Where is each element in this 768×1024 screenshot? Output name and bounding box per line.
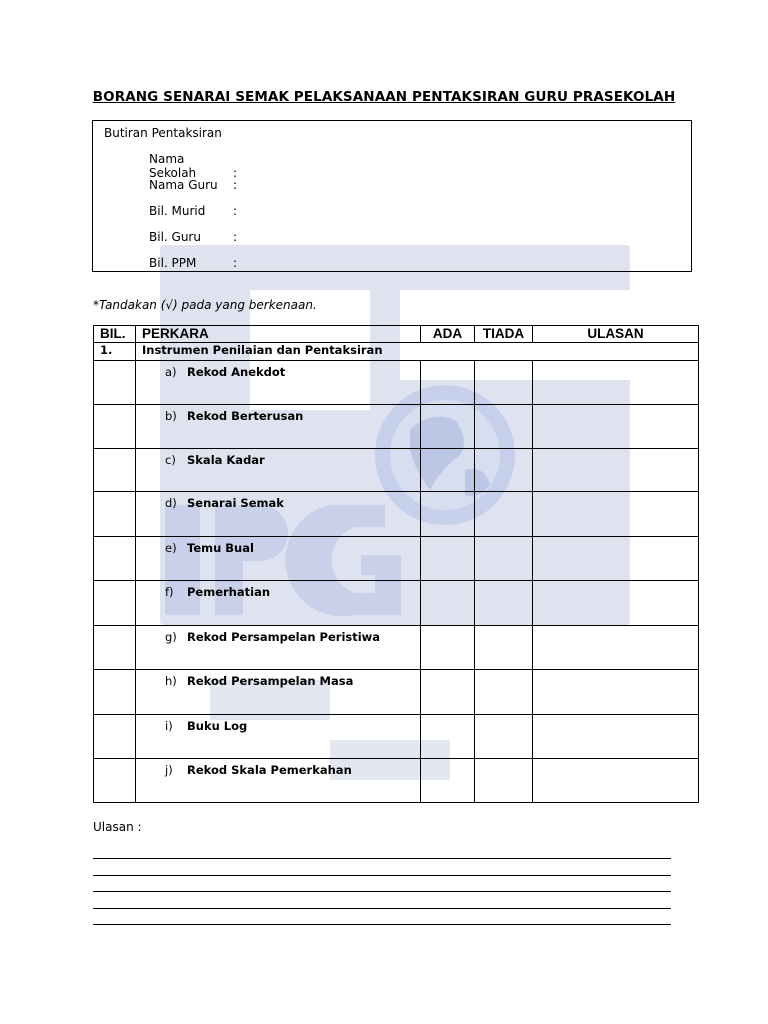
item-label: Rekod Persampelan Peristiwa [187, 630, 381, 644]
item-bil-cell [94, 537, 136, 581]
item-letter: i) [165, 719, 173, 733]
header-ulasan: ULASAN [533, 326, 699, 343]
checklist-item-row [94, 759, 699, 803]
item-label: Senarai Semak [187, 496, 284, 510]
ulasan-input-cell[interactable] [533, 581, 699, 626]
item-label: Pemerhatian [187, 585, 271, 599]
item-label: Rekod Skala Pemerkahan [187, 763, 352, 777]
field-separator: : [233, 230, 238, 244]
item-label: Rekod Berterusan [187, 409, 304, 423]
section-title: Instrumen Penilaian dan Pentaksiran [136, 343, 699, 361]
details-heading: Butiran Pentaksiran [104, 126, 222, 140]
ada-checkbox-cell[interactable] [421, 670, 475, 715]
item-label-cell [136, 670, 421, 715]
field-school-name[interactable] [149, 152, 237, 180]
tiada-checkbox-cell[interactable] [475, 715, 533, 759]
tiada-checkbox-cell[interactable] [475, 626, 533, 670]
field-label: Bil. PPM [149, 256, 197, 270]
item-label: Rekod Persampelan Masa [187, 674, 354, 688]
field-separator: : [233, 256, 238, 270]
ada-checkbox-cell[interactable] [421, 537, 475, 581]
item-bil-cell [94, 492, 136, 537]
ulasan-input-cell[interactable] [533, 715, 699, 759]
ada-checkbox-cell[interactable] [421, 449, 475, 492]
tiada-checkbox-cell[interactable] [475, 361, 533, 405]
item-bil-cell [94, 759, 136, 803]
item-letter: c) [165, 453, 176, 467]
ulasan-input-cell[interactable] [533, 449, 699, 492]
remarks-line[interactable] [93, 891, 671, 892]
checklist-item-row [94, 715, 699, 759]
header-perkara: PERKARA [136, 326, 421, 343]
ada-checkbox-cell[interactable] [421, 405, 475, 449]
item-letter: a) [165, 365, 177, 379]
item-letter: j) [165, 763, 173, 777]
ulasan-input-cell[interactable] [533, 670, 699, 715]
tiada-checkbox-cell[interactable] [475, 759, 533, 803]
field-separator: : [233, 166, 238, 180]
item-bil-cell [94, 449, 136, 492]
field-ppm-count[interactable] [149, 256, 237, 270]
item-bil-cell [94, 361, 136, 405]
checklist-item-row [94, 670, 699, 715]
ulasan-input-cell[interactable] [533, 492, 699, 537]
tiada-checkbox-cell[interactable] [475, 537, 533, 581]
item-label-cell [136, 492, 421, 537]
checklist-item-row [94, 405, 699, 449]
remarks-line[interactable] [93, 858, 671, 859]
field-label: Nama Sekolah [149, 152, 197, 180]
ada-checkbox-cell[interactable] [421, 581, 475, 626]
ulasan-input-cell[interactable] [533, 361, 699, 405]
item-label-cell [136, 581, 421, 626]
item-label-cell [136, 715, 421, 759]
tiada-checkbox-cell[interactable] [475, 449, 533, 492]
instruction-note: *Tandakan (√) pada yang berkenaan. [93, 298, 317, 312]
item-label: Skala Kadar [187, 453, 265, 467]
item-label: Temu Bual [187, 541, 254, 555]
field-teacher-count[interactable] [149, 230, 237, 244]
item-label: Buku Log [187, 719, 248, 733]
tiada-checkbox-cell[interactable] [475, 581, 533, 626]
item-letter: h) [165, 674, 177, 688]
ada-checkbox-cell[interactable] [421, 715, 475, 759]
item-bil-cell [94, 581, 136, 626]
remarks-label: Ulasan : [93, 820, 142, 834]
item-letter: e) [165, 541, 177, 555]
ada-checkbox-cell[interactable] [421, 759, 475, 803]
field-separator: : [233, 204, 238, 218]
ulasan-input-cell[interactable] [533, 759, 699, 803]
remarks-line[interactable] [93, 924, 671, 925]
ulasan-input-cell[interactable] [533, 537, 699, 581]
checklist-item-row [94, 626, 699, 670]
item-label-cell [136, 449, 421, 492]
item-bil-cell [94, 670, 136, 715]
assessment-details-box [92, 120, 692, 272]
field-separator: : [233, 178, 238, 192]
checklist-table [93, 325, 699, 803]
item-letter: f) [165, 585, 174, 599]
remarks-line[interactable] [93, 875, 671, 876]
checklist-item-row [94, 492, 699, 537]
table-header-row [94, 326, 699, 343]
checklist-item-row [94, 581, 699, 626]
ada-checkbox-cell[interactable] [421, 626, 475, 670]
item-bil-cell [94, 405, 136, 449]
ada-checkbox-cell[interactable] [421, 492, 475, 537]
item-label-cell [136, 537, 421, 581]
field-label: Nama Guru [149, 178, 218, 192]
item-bil-cell [94, 715, 136, 759]
field-label: Bil. Murid [149, 204, 206, 218]
item-label-cell [136, 626, 421, 670]
field-label: Bil. Guru [149, 230, 201, 244]
form-title: BORANG SENARAI SEMAK PELAKSANAAN PENTAKSIRAN GURU PRASEKOLAH [92, 89, 676, 105]
item-label: Rekod Anekdot [187, 365, 286, 379]
item-letter: d) [165, 496, 177, 510]
field-student-count[interactable] [149, 204, 237, 218]
ada-checkbox-cell[interactable] [421, 361, 475, 405]
header-tiada: TIADA [475, 326, 533, 343]
item-label-cell [136, 759, 421, 803]
item-label-cell [136, 405, 421, 449]
field-teacher-name[interactable] [149, 178, 237, 192]
header-bil: BIL. [94, 326, 136, 343]
item-letter: g) [165, 630, 177, 644]
checklist-item-row [94, 537, 699, 581]
item-bil-cell [94, 626, 136, 670]
checklist-item-row [94, 449, 699, 492]
tiada-checkbox-cell[interactable] [475, 405, 533, 449]
tiada-checkbox-cell[interactable] [475, 492, 533, 537]
item-label-cell [136, 361, 421, 405]
remarks-line[interactable] [93, 908, 671, 909]
ulasan-input-cell[interactable] [533, 405, 699, 449]
item-letter: b) [165, 409, 177, 423]
checklist-item-row [94, 361, 699, 405]
tiada-checkbox-cell[interactable] [475, 670, 533, 715]
section-number: 1. [94, 343, 136, 361]
ulasan-input-cell[interactable] [533, 626, 699, 670]
header-ada: ADA [421, 326, 475, 343]
section-row [94, 343, 699, 361]
